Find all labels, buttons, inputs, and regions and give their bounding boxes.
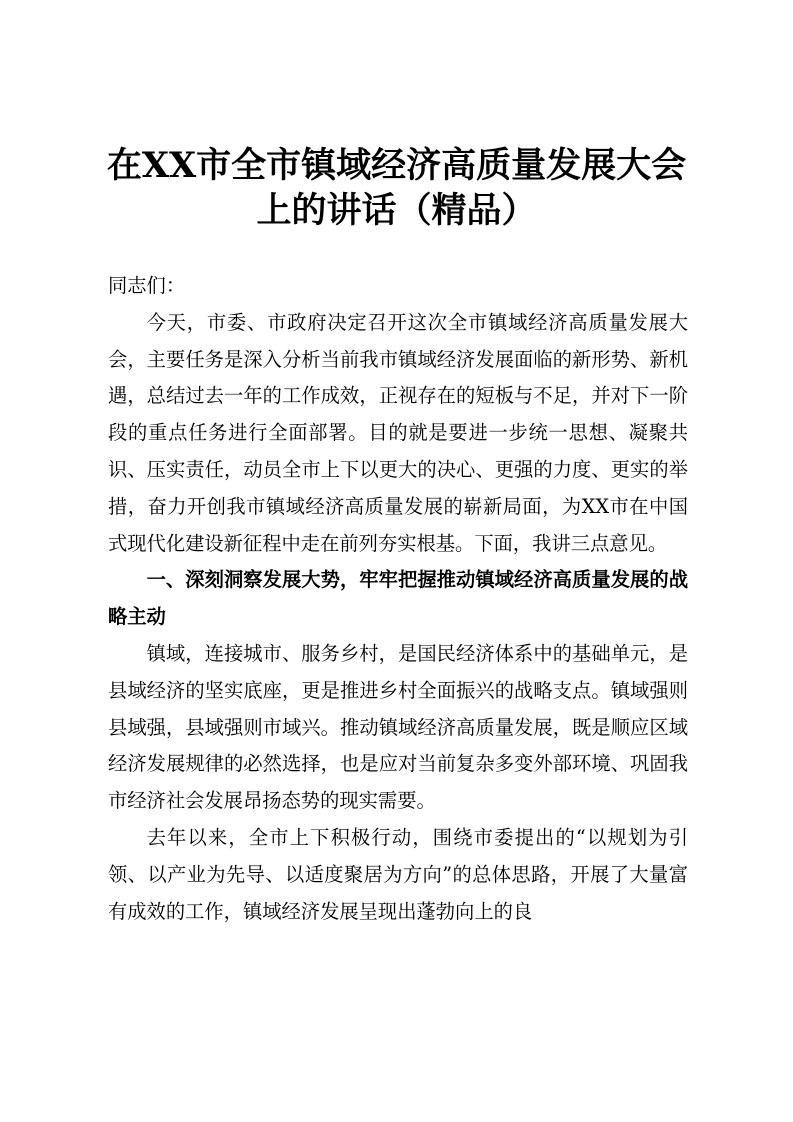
salutation: 同志们：	[108, 274, 186, 297]
paragraph-opening: 今天，市委、市政府决定召开这次全市镇域经济高质量发展大会，主要任务是深入分析当前我市镇域经济发展面临的新形势、新机遇，总结过去一年的工作成效，正视存在的短板与不足，并对下一阶段的重点任务进行全面部署。目的就是要进一步统一思想、凝聚共识、压实责任，动员全市上下以更大的决心、更强的力度、更实的举措，奋力开创我市镇域经济高质量发展的崭新局面，为XX市在中国式现代化建设新征程中走在前列夯实根基。下面，我讲三点意见。	[108, 310, 688, 555]
paragraph-progress: 去年以来，全市上下积极行动，围绕市委提出的“以规划为引领、以产业为先导、以适度聚居为方向”的总体思路，开展了大量富有成效的工作，镇域经济发展呈现出蓬勃向上的良	[108, 825, 688, 923]
paragraph-town-economy: 镇域，连接城市、服务乡村，是国民经济体系中的基础单元，是县域经济的坚实底座，更是推进乡村全面振兴的战略支点。镇域强则县域强，县域强则市域兴。推动镇域经济高质量发展，既是顺应区域经济发展规律的必然选择，也是应对当前复杂多变外部环境、巩固我市经济社会发展昂扬态势的现实需要。	[108, 641, 688, 813]
section-heading-1: 一、深刻洞察发展大势，牢牢把握推动镇域经济高质量发展的战略主动	[108, 568, 688, 629]
document-body	[108, 268, 688, 930]
title-line-2: 上的讲话（精品）	[256, 190, 537, 231]
document-title	[100, 143, 693, 233]
title-line-1: 在XX市全市镇域经济高质量发展大会	[106, 145, 687, 186]
